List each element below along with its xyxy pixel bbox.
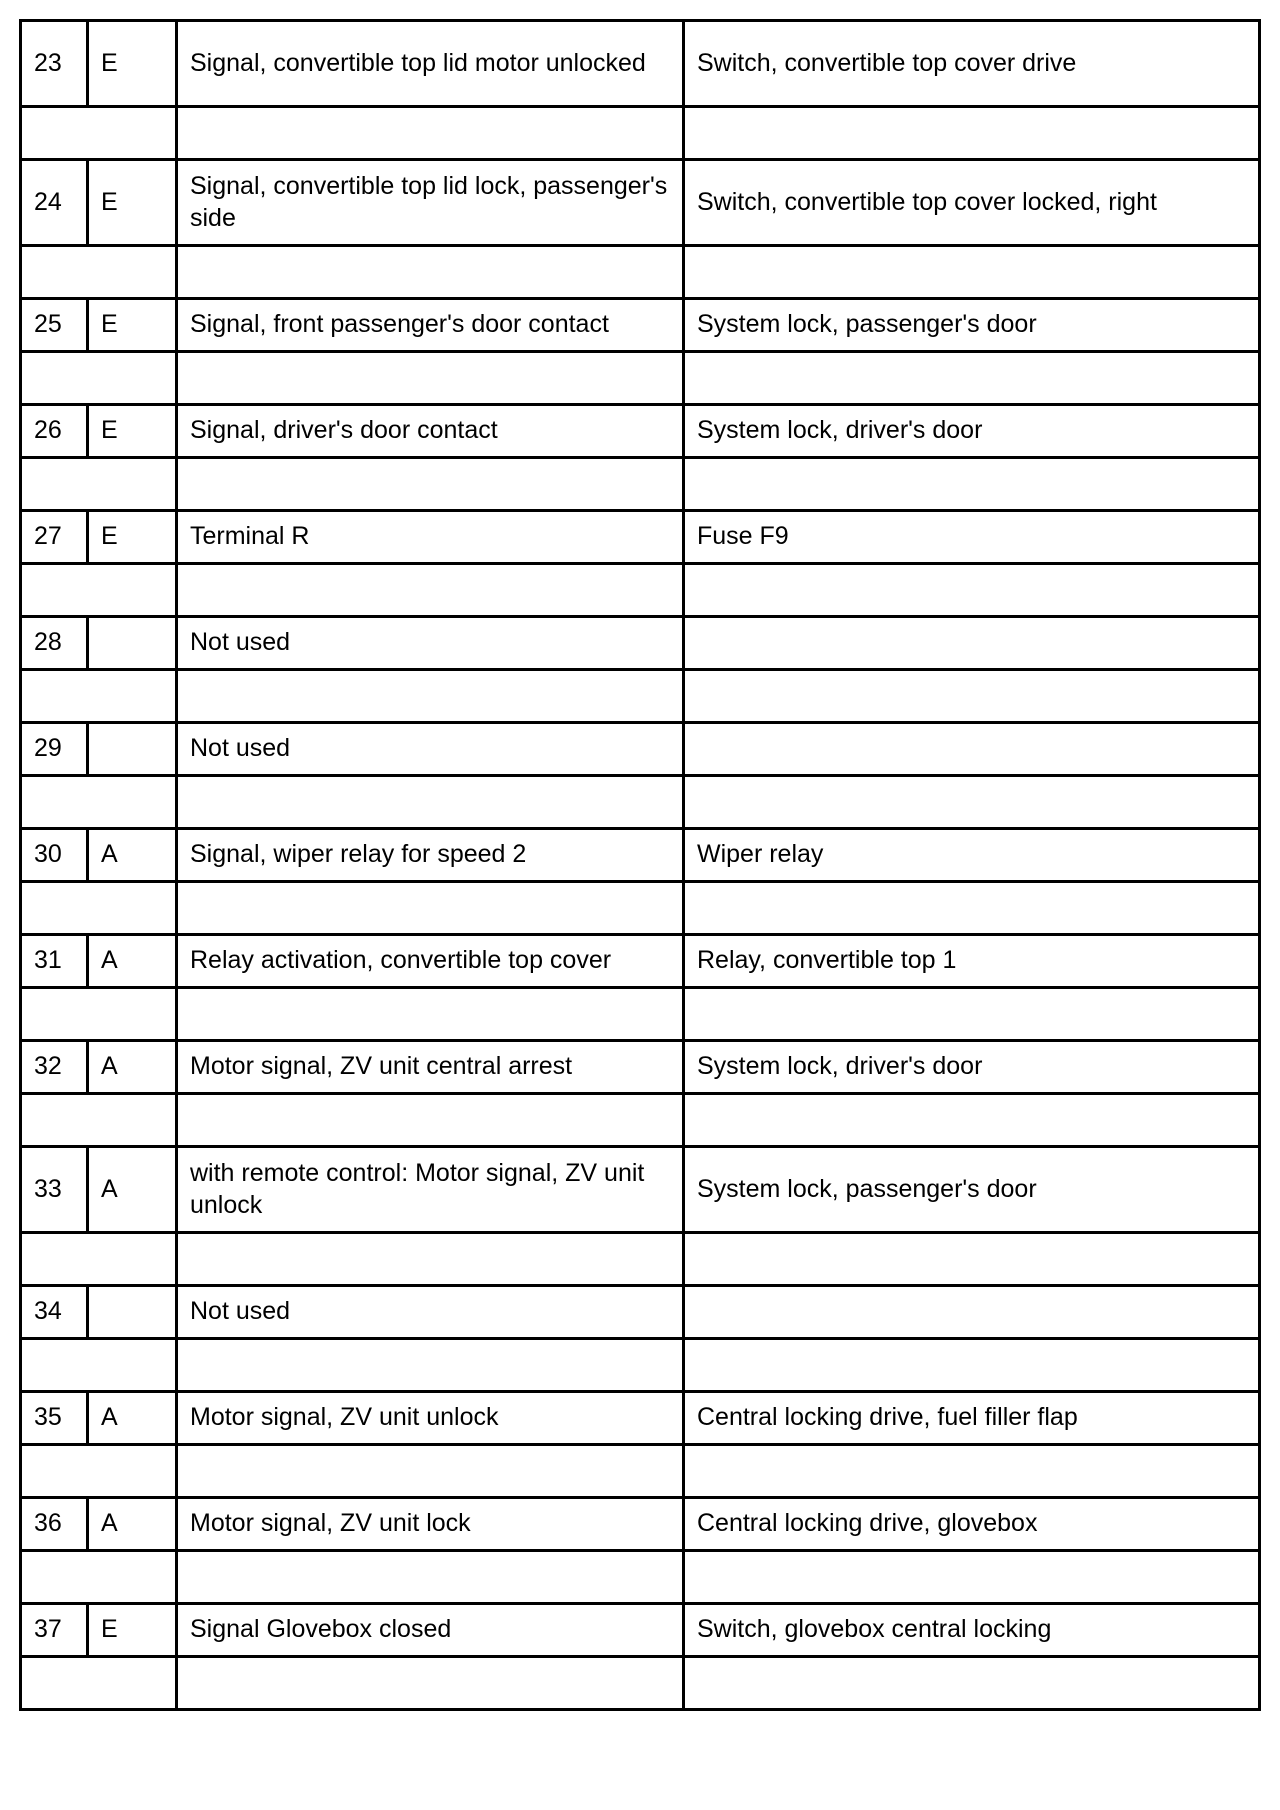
pin-type-cell: A	[88, 829, 177, 882]
component-cell: Central locking drive, fuel filler flap	[684, 1392, 1260, 1445]
component-cell: System lock, driver's door	[684, 1041, 1260, 1094]
pin-number-cell: 25	[21, 299, 88, 352]
signal-description-cell: with remote control: Motor signal, ZV unit unlock	[177, 1147, 684, 1233]
pin-number-cell: 33	[21, 1147, 88, 1233]
spacer-row	[21, 988, 1260, 1041]
signal-description-cell: Not used	[177, 723, 684, 776]
pin-type-cell: A	[88, 1498, 177, 1551]
spacer-cell	[177, 352, 684, 405]
spacer-cell	[21, 352, 177, 405]
pin-type-cell: A	[88, 1392, 177, 1445]
spacer-cell	[21, 246, 177, 299]
pin-type-cell: A	[88, 1147, 177, 1233]
component-cell: Switch, convertible top cover drive	[684, 21, 1260, 107]
spacer-row	[21, 1094, 1260, 1147]
table-row	[21, 21, 1260, 107]
spacer-row	[21, 1657, 1260, 1710]
pin-type-cell: A	[88, 1041, 177, 1094]
table-row	[21, 1041, 1260, 1094]
component-cell	[684, 617, 1260, 670]
table-row	[21, 935, 1260, 988]
spacer-cell	[177, 776, 684, 829]
spacer-cell	[21, 458, 177, 511]
spacer-cell	[177, 1094, 684, 1147]
component-cell: System lock, driver's door	[684, 405, 1260, 458]
spacer-cell	[21, 1551, 177, 1604]
spacer-cell	[21, 882, 177, 935]
spacer-cell	[177, 1233, 684, 1286]
pin-type-cell: E	[88, 160, 177, 246]
pin-number-cell: 26	[21, 405, 88, 458]
signal-description-cell: Motor signal, ZV unit lock	[177, 1498, 684, 1551]
signal-description-cell: Not used	[177, 617, 684, 670]
pin-type-cell: A	[88, 935, 177, 988]
spacer-row	[21, 776, 1260, 829]
signal-description-cell: Relay activation, convertible top cover	[177, 935, 684, 988]
signal-description-cell: Motor signal, ZV unit central arrest	[177, 1041, 684, 1094]
pin-number-cell: 37	[21, 1604, 88, 1657]
pin-number-cell: 29	[21, 723, 88, 776]
spacer-cell	[684, 988, 1260, 1041]
component-cell: System lock, passenger's door	[684, 299, 1260, 352]
spacer-cell	[21, 1233, 177, 1286]
table-row	[21, 1147, 1260, 1233]
table-row	[21, 511, 1260, 564]
pin-number-cell: 23	[21, 21, 88, 107]
signal-description-cell: Signal, wiper relay for speed 2	[177, 829, 684, 882]
spacer-cell	[684, 670, 1260, 723]
table-row	[21, 723, 1260, 776]
spacer-cell	[21, 1445, 177, 1498]
spacer-cell	[21, 776, 177, 829]
spacer-cell	[21, 988, 177, 1041]
spacer-row	[21, 1551, 1260, 1604]
table-row	[21, 1286, 1260, 1339]
pin-type-cell	[88, 723, 177, 776]
spacer-cell	[684, 1657, 1260, 1710]
table-row	[21, 1604, 1260, 1657]
spacer-row	[21, 458, 1260, 511]
spacer-cell	[177, 988, 684, 1041]
table-row	[21, 405, 1260, 458]
pin-type-cell: E	[88, 299, 177, 352]
table-row	[21, 617, 1260, 670]
pin-number-cell: 30	[21, 829, 88, 882]
signal-description-cell: Signal, convertible top lid lock, passenger's side	[177, 160, 684, 246]
spacer-cell	[684, 246, 1260, 299]
pin-number-cell: 31	[21, 935, 88, 988]
component-cell: Wiper relay	[684, 829, 1260, 882]
pin-type-cell: E	[88, 511, 177, 564]
pin-type-cell: E	[88, 21, 177, 107]
pin-number-cell: 24	[21, 160, 88, 246]
pin-number-cell: 34	[21, 1286, 88, 1339]
spacer-cell	[177, 882, 684, 935]
signal-description-cell: Signal, front passenger's door contact	[177, 299, 684, 352]
spacer-row	[21, 1339, 1260, 1392]
spacer-cell	[684, 776, 1260, 829]
spacer-row	[21, 107, 1260, 160]
spacer-cell	[684, 564, 1260, 617]
spacer-cell	[177, 1445, 684, 1498]
pin-number-cell: 27	[21, 511, 88, 564]
spacer-cell	[177, 670, 684, 723]
spacer-row	[21, 246, 1260, 299]
component-cell: Central locking drive, glovebox	[684, 1498, 1260, 1551]
spacer-row	[21, 352, 1260, 405]
table-row	[21, 160, 1260, 246]
spacer-cell	[21, 1094, 177, 1147]
spacer-cell	[21, 107, 177, 160]
spacer-cell	[684, 882, 1260, 935]
component-cell	[684, 723, 1260, 776]
table-row	[21, 299, 1260, 352]
pin-type-cell	[88, 1286, 177, 1339]
pin-number-cell: 36	[21, 1498, 88, 1551]
spacer-cell	[684, 1551, 1260, 1604]
table-row	[21, 1392, 1260, 1445]
spacer-cell	[684, 1233, 1260, 1286]
pin-type-cell: E	[88, 1604, 177, 1657]
spacer-cell	[177, 1551, 684, 1604]
component-cell: System lock, passenger's door	[684, 1147, 1260, 1233]
signal-description-cell: Signal, driver's door contact	[177, 405, 684, 458]
spacer-cell	[684, 1339, 1260, 1392]
table-row	[21, 1498, 1260, 1551]
signal-description-cell: Motor signal, ZV unit unlock	[177, 1392, 684, 1445]
spacer-row	[21, 882, 1260, 935]
spacer-cell	[21, 1339, 177, 1392]
spacer-cell	[177, 1339, 684, 1392]
pin-type-cell	[88, 617, 177, 670]
pin-assignment-table	[19, 19, 1261, 1711]
spacer-cell	[21, 564, 177, 617]
spacer-row	[21, 564, 1260, 617]
component-cell: Switch, convertible top cover locked, right	[684, 160, 1260, 246]
pin-table-body	[21, 21, 1260, 1710]
spacer-cell	[684, 1445, 1260, 1498]
spacer-cell	[177, 1657, 684, 1710]
table-row	[21, 829, 1260, 882]
spacer-row	[21, 1445, 1260, 1498]
pin-type-cell: E	[88, 405, 177, 458]
component-cell: Relay, convertible top 1	[684, 935, 1260, 988]
spacer-cell	[21, 670, 177, 723]
pin-number-cell: 32	[21, 1041, 88, 1094]
spacer-cell	[177, 107, 684, 160]
spacer-cell	[177, 246, 684, 299]
spacer-cell	[684, 1094, 1260, 1147]
component-cell: Switch, glovebox central locking	[684, 1604, 1260, 1657]
pin-number-cell: 35	[21, 1392, 88, 1445]
spacer-cell	[177, 458, 684, 511]
pin-number-cell: 28	[21, 617, 88, 670]
signal-description-cell: Signal Glovebox closed	[177, 1604, 684, 1657]
component-cell	[684, 1286, 1260, 1339]
spacer-cell	[684, 107, 1260, 160]
spacer-cell	[684, 352, 1260, 405]
signal-description-cell: Not used	[177, 1286, 684, 1339]
spacer-cell	[21, 1657, 177, 1710]
spacer-row	[21, 1233, 1260, 1286]
spacer-cell	[684, 458, 1260, 511]
component-cell: Fuse F9	[684, 511, 1260, 564]
signal-description-cell: Signal, convertible top lid motor unlocked	[177, 21, 684, 107]
spacer-row	[21, 670, 1260, 723]
spacer-cell	[177, 564, 684, 617]
signal-description-cell: Terminal R	[177, 511, 684, 564]
